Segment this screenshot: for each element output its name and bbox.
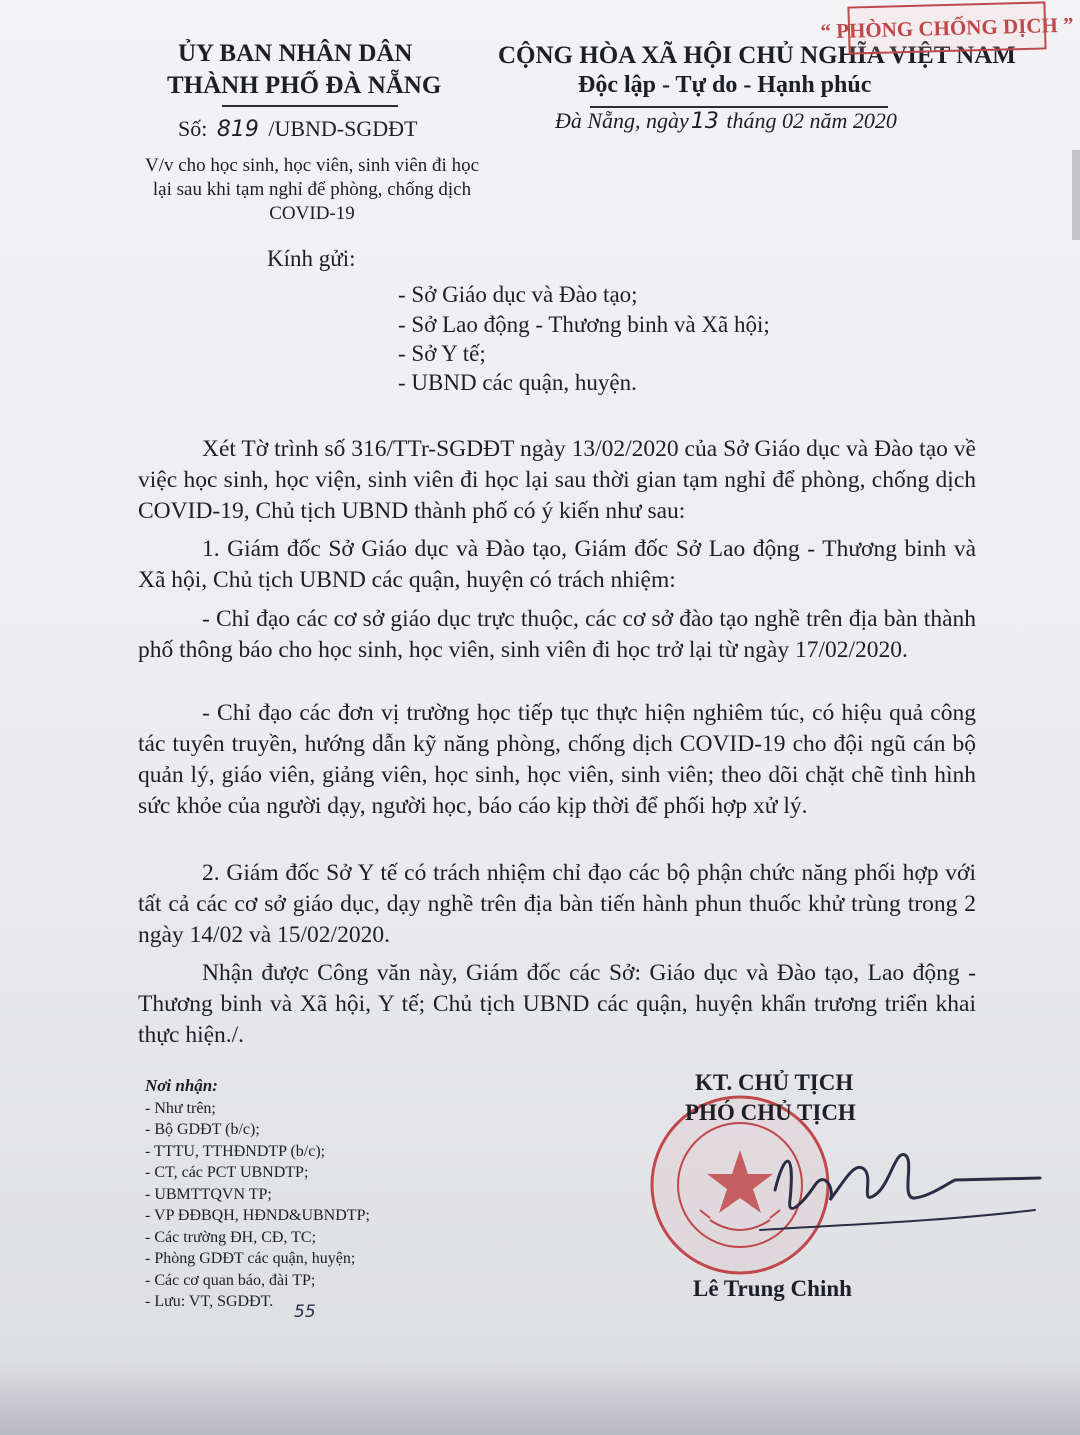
body-text: - Chỉ đạo các đơn vị trường học tiếp tục thực hiện nghiêm túc, có hiệu quả công tác tuyên truyền, hướng dẫn kỹ năng phòng, chống dịch COVID-19 cho đội ngũ cán bộ quản lý, giáo viên, giảng viên, học sinh, học viên, sinh viên; theo dõi chặt chẽ tình hình sức khỏe của người dạy, người học, báo cáo kịp thời để phối hợp xử lý. <box>138 700 976 819</box>
body-paragraph <box>138 434 976 527</box>
receiver-item: - Như trên; <box>145 1100 216 1117</box>
document-number-suffix: /UBND-SGDĐT <box>268 116 418 141</box>
signature-title-line2: PHÓ CHỦ TỊCH <box>685 1100 856 1125</box>
signer-name: Lê Trung Chinh <box>693 1276 852 1301</box>
receiver-item: - Các trường ĐH, CĐ, TC; <box>145 1229 317 1246</box>
page-edge-shadow <box>1072 150 1080 240</box>
receiver-item: - UBMTTQVN TP; <box>145 1186 272 1203</box>
handwritten-note: 55 <box>294 1302 316 1322</box>
subject-line: V/v cho học sinh, học viên, sinh viên đi học lại sau khi tạm nghỉ để phòng, chống dịch COVID-19 <box>144 155 480 224</box>
body-text: - Chỉ đạo các cơ sở giáo dục trực thuộc, các cơ sở đào tạo nghề trên địa bàn thành phố thông báo cho học sinh, học viên, sinh viên đi học trở lại từ ngày 17/02/2020. <box>138 606 976 663</box>
national-motto: Độc lập - Tự do - Hạnh phúc <box>578 72 872 98</box>
recipient-item: - Sở Lao động - Thương binh và Xã hội; <box>398 312 770 337</box>
receiver-item: - Phòng GDĐT các quận, huyện; <box>145 1250 356 1267</box>
body-text: Nhận được Công văn này, Giám đốc các Sở: Giáo dục và Đào tạo, Lao động - Thương binh và Xã hội, Y tế; Chủ tịch UBND các quận, huyện khẩn trương triển khai thực hiện./. <box>138 960 976 1048</box>
national-title: CỘNG HÒA XÃ HỘI CHỦ NGHĨA VIỆT NAM <box>498 42 1016 69</box>
handwritten-signature-icon <box>755 1130 1045 1250</box>
receiver-item: - VP ĐĐBQH, HĐND&UBNDTP; <box>145 1207 370 1224</box>
issue-date-suffix: tháng 02 năm 2020 <box>726 108 897 133</box>
recipient-item: - UBND các quận, huyện. <box>398 370 637 395</box>
issue-date-day: 13 <box>690 109 719 134</box>
receiver-item: - Các cơ quan báo, đài TP; <box>145 1272 316 1289</box>
recipient-item: - Sở Giáo dục và Đào tạo; <box>398 282 638 307</box>
body-paragraph <box>138 534 976 596</box>
bottom-shadow <box>0 1360 1080 1435</box>
document-number-prefix: Số: <box>178 116 208 141</box>
body-paragraph <box>138 858 976 951</box>
receiver-item: - TTTU, TTHĐNDTP (b/c); <box>145 1143 326 1160</box>
receiver-item: - Bộ GDĐT (b/c); <box>145 1121 260 1138</box>
body-paragraph <box>138 958 976 1051</box>
document-number-handwritten: 819 <box>216 117 259 142</box>
body-paragraph <box>138 698 976 822</box>
issuer-name-line2: THÀNH PHỐ ĐÀ NẴNG <box>167 72 442 99</box>
receivers-title: Nơi nhận: <box>145 1076 218 1095</box>
body-text: 1. Giám đốc Sở Giáo dục và Đào tạo, Giám đốc Sở Lao động - Thương binh và Xã hội, Chủ tịch UBND các quận, huyện có trách nhiệm: <box>138 536 976 593</box>
receiver-item: - Lưu: VT, SGDĐT. <box>145 1293 274 1310</box>
receiver-item: - CT, các PCT UBNDTP; <box>145 1164 309 1181</box>
recipients-label: Kính gửi: <box>267 246 356 271</box>
issue-date-prefix: Đà Nẵng, ngày <box>555 108 689 133</box>
issuer-name-line1: ỦY BAN NHÂN DÂN <box>178 40 413 67</box>
signature-title-line1: KT. CHỦ TỊCH <box>695 1070 854 1095</box>
body-paragraph <box>138 604 976 666</box>
issue-date <box>555 108 897 134</box>
issuer-underline <box>222 105 398 107</box>
recipient-item: - Sở Y tế; <box>398 341 486 366</box>
document-number <box>178 116 417 142</box>
epidemic-prevention-stamp: “ PHÒNG CHỐNG DỊCH ” <box>847 1 1046 54</box>
body-text: 2. Giám đốc Sở Y tế có trách nhiệm chỉ đạo các bộ phận chức năng phối hợp với tất cả các cơ sở giáo dục, dạy nghề trên địa bàn tiến hành phun thuốc khử trùng trong 2 ngày 14/02 và 15/02/2020. <box>138 860 976 948</box>
body-text: Xét Tờ trình số 316/TTr-SGDĐT ngày 13/02/2020 của Sở Giáo dục và Đào tạo về việc học sinh, học viện, sinh viên đi học lại sau thời gian tạm nghỉ để phòng, chống dịch COVID-19, Chủ tịch UBND thành phố có ý kiến như sau: <box>138 436 976 524</box>
